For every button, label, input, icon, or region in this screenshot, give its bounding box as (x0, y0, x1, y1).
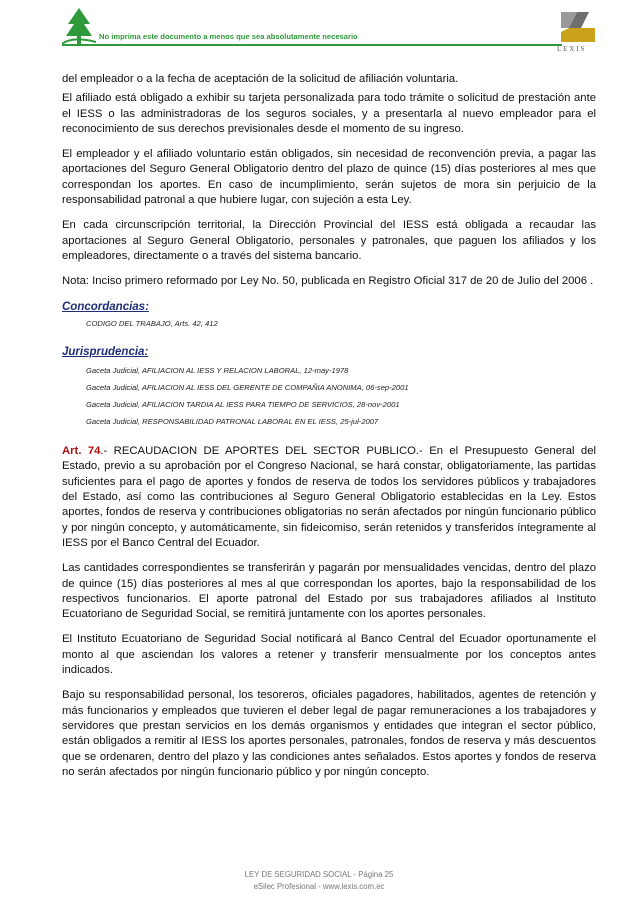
article-paragraph (62, 444, 596, 551)
list-item: Gaceta Judicial, AFILIACION TARDIA AL IESS PARA TIEMPO DE SERVICIOS, 28-nov-2001 (86, 400, 400, 410)
page-header (0, 0, 638, 60)
note-paragraph: Nota: Inciso primero reformado por Ley No. 50, publicada en Registro Oficial 317 de 20 de Julio del 2006 . (62, 275, 594, 288)
paragraph: En cada circunscripción territorial, la Dirección Provincial del IESS está obligada a recaudar las aportaciones al Seguro General Obligatorio, personales y patronales, que paguen los afiliados y los empleadores, directamente o a través del sistema bancario. (62, 219, 596, 262)
footer-title: LEY DE SEGURIDAD SOCIAL - Página 25 (244, 870, 394, 879)
paragraph: El empleador y el afiliado voluntario están obligados, sin necesidad de reconvención previa, a pagar las aportaciones del Seguro General Obligatorio dentro del plazo de quince (15) días posteriores al mes que correspondan los aportes. En caso de incumplimiento, serán sujetos de mora sin perjuicio de la responsabilidad patronal a que hubiere lugar, con sujeción a esta Ley. (62, 148, 596, 207)
document-body (62, 72, 596, 790)
article-text: .- RECAUDACION DE APORTES DEL SECTOR PUBLICO.- En el Presupuesto General del Estado, previo a su aprobación por el Congreso Nacional, se hará constar, obligatoriamente, las partidas suficientes para el pago de aportes y fondos de reserva de todos los servidores públicos y trabajadores del Estado, así como las contribuciones al Seguro General Obligatorio establecidas en la Ley. Estos aportes, fondos de reserva y contribuciones obligatorias no serán afectados por ningún funcionario público y por ningún concepto, y automáticamente, sin fideicomiso, serán retenidos y transferidos íntegramente al IESS por el Banco Central del Ecuador. (62, 445, 596, 549)
jurisprudencia-heading: Jurisprudencia: (62, 345, 149, 358)
paragraph: El Instituto Ecuatoriano de Seguridad Social notificará al Banco Central del Ecuador oportunamente el monto al que asciendan los valores a retener y transferir mensualmente por los conceptos antes indicados. (62, 633, 596, 677)
list-item: Gaceta Judicial, RESPONSABILIDAD PATRONAL LABORAL EN EL IESS, 25-jul-2007 (86, 417, 379, 427)
concordancias-list (86, 317, 596, 331)
lexis-logo-text: LEXIS (557, 46, 587, 53)
lexis-logo-icon (555, 8, 601, 48)
list-item: Gaceta Judicial, AFILIACION AL IESS DEL GERENTE DE COMPAÑIA ANONIMA, 06-sep-2001 (86, 383, 409, 393)
footer-site: eSilec Profesional - www.lexis.com.ec (253, 882, 385, 891)
header-divider (62, 44, 562, 46)
jurisprudencia-list (86, 362, 596, 430)
list-item: Gaceta Judicial, AFILIACION AL IESS Y RELACION LABORAL, 12-may-1978 (86, 366, 349, 376)
paragraph: El afiliado está obligado a exhibir su tarjeta personalizada para todo trámite o solicitud de prestación ante el IESS o las administradoras de los seguros sociales, y a presentarla al nuevo empleador para el reconocimiento de sus derechos previsionales desde el momento de su ingreso. (62, 92, 596, 135)
page-footer (0, 869, 638, 893)
article-label: Art. 74 (62, 445, 101, 458)
paragraph: del empleador o a la fecha de aceptación de la solicitud de afiliación voluntaria. (62, 73, 459, 85)
tree-logo-icon (62, 6, 96, 46)
header-slogan: No imprima este documento a menos que sea absolutamente necesario (99, 32, 358, 41)
paragraph: Las cantidades correspondientes se transferirán y pagarán por mensualidades vencidas, dentro del plazo de quince (15) días posteriores al mes al que correspondan los aportes, bajo la responsabilidad de los respectivos funcionarios. El aporte patronal del Estado por sus trabajadores afiliados al Instituto Ecuatoriano de Seguridad Social, se remitirá juntamente con los aportes personales. (62, 562, 596, 621)
paragraph: Bajo su responsabilidad personal, los tesoreros, oficiales pagadores, habilitados, agentes de retención y más funcionarios y empleados que tuvieren el deber legal de pagar remuneraciones a los trabajadores y servidores que prestan servicios en los demás organismos y entidades que integran el sector público, están obligados a remitir al IESS los aportes personales, patronales, fondos de reserva y más descuentos que se ordenaren, dentro del plazo y las condiciones antes señalados. Estos aportes y fondos de reserva no serán afectados por ningún funcionario público y por ningún concepto. (62, 689, 596, 778)
list-item: CODIGO DEL TRABAJO, Arts. 42, 412 (86, 318, 218, 328)
concordancias-heading: Concordancias: (62, 300, 149, 313)
